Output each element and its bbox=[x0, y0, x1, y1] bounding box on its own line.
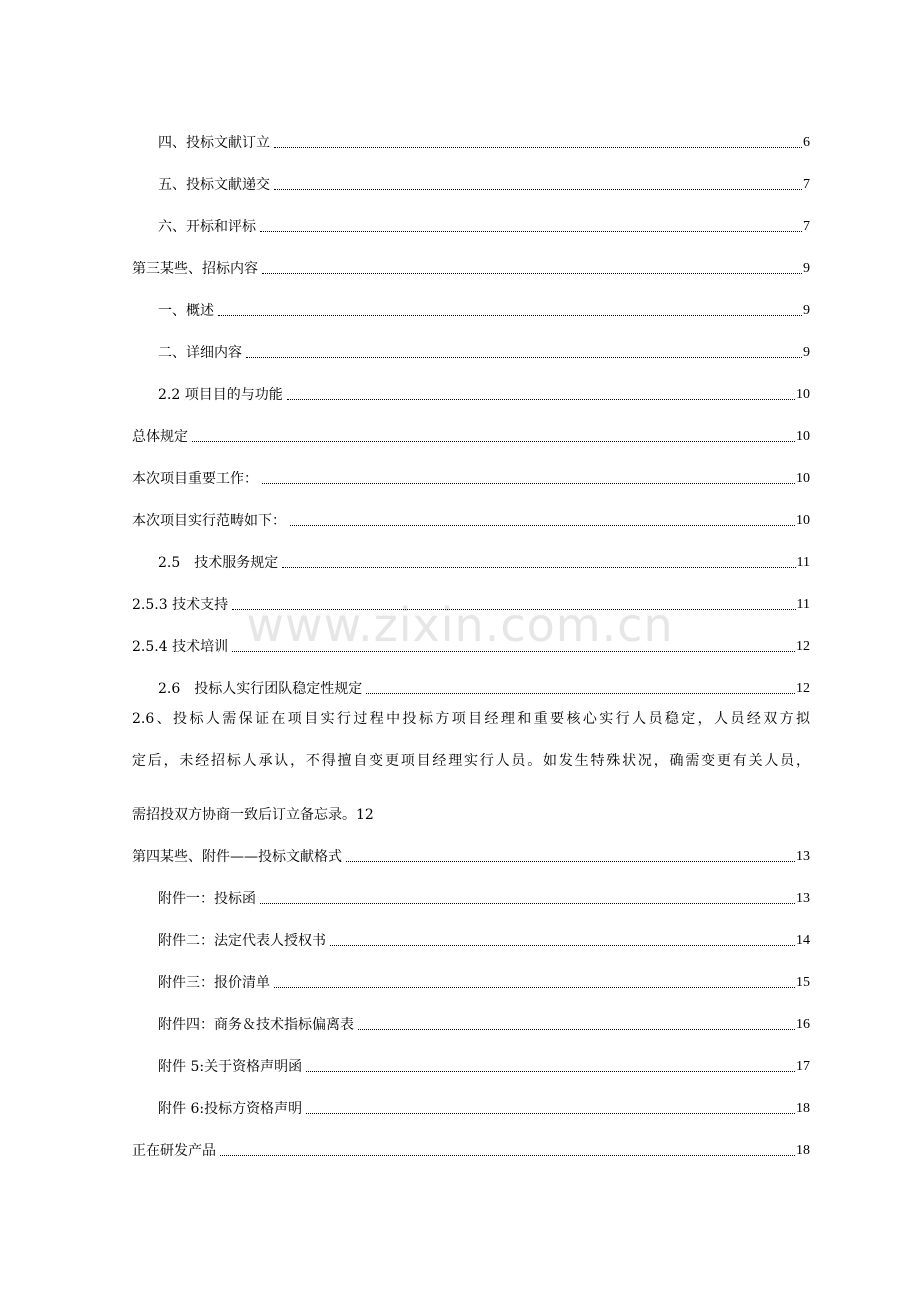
page-number: 12 bbox=[796, 681, 810, 696]
toc-entry[interactable] bbox=[132, 824, 810, 866]
dot-leader bbox=[366, 692, 795, 694]
dot-leader bbox=[232, 608, 795, 610]
toc-entry-title: 五、投标文献递交 bbox=[158, 177, 270, 193]
page-number: 7 bbox=[803, 219, 810, 234]
table-of-contents bbox=[132, 110, 810, 1160]
page-number: 13 bbox=[796, 849, 810, 864]
page-number: 18 bbox=[796, 1101, 810, 1116]
toc-entry-title: 二、详细内容 bbox=[158, 345, 242, 361]
toc-entry-title: 第三某些、招标内容 bbox=[132, 261, 258, 277]
page-number: 11 bbox=[796, 597, 810, 612]
toc-entry-title: 附件一：投标函 bbox=[158, 891, 256, 907]
dot-leader bbox=[306, 1112, 795, 1114]
toc-entry[interactable] bbox=[132, 572, 810, 614]
toc-entry-title: 总体规定 bbox=[132, 429, 188, 445]
page-number: 10 bbox=[796, 387, 810, 402]
page-number: 7 bbox=[803, 177, 810, 192]
toc-entry[interactable] bbox=[132, 1076, 810, 1118]
toc-entry-title: 附件三：报价清单 bbox=[158, 975, 270, 991]
toc-entry-title: 第四某些、附件——投标文献格式 bbox=[132, 849, 342, 865]
dot-leader bbox=[282, 566, 795, 568]
toc-entry[interactable] bbox=[132, 1118, 810, 1160]
dot-leader bbox=[330, 944, 795, 946]
toc-entry-title: 正在研发产品 bbox=[132, 1143, 216, 1159]
toc-entry-title: 2.6 投标人实行团队稳定性规定 bbox=[158, 681, 363, 697]
page-number: 10 bbox=[796, 471, 810, 486]
dot-leader bbox=[306, 1070, 795, 1072]
page-number: 15 bbox=[796, 975, 810, 990]
dot-leader bbox=[218, 314, 802, 316]
dot-leader bbox=[346, 860, 795, 862]
page-number: 18 bbox=[796, 1143, 810, 1158]
page-number: 13 bbox=[796, 891, 810, 906]
toc-entry[interactable] bbox=[132, 488, 810, 530]
toc-entry-title: 本次项目实行范畴如下： bbox=[132, 513, 286, 529]
dot-leader bbox=[220, 1154, 795, 1156]
toc-entry-title: 六、开标和评标 bbox=[158, 219, 256, 235]
toc-entry-title: 2.5.4 技术培训 bbox=[132, 639, 229, 655]
toc-entry[interactable] bbox=[132, 866, 810, 908]
dot-leader bbox=[192, 440, 795, 442]
toc-entry-title: 一、概述 bbox=[158, 303, 214, 319]
toc-entry[interactable] bbox=[132, 320, 810, 362]
dot-leader bbox=[274, 188, 802, 190]
page-number: 10 bbox=[796, 429, 810, 444]
dot-leader bbox=[358, 1028, 795, 1030]
dot-leader bbox=[274, 986, 795, 988]
page-number: 9 bbox=[803, 303, 810, 318]
toc-entry-title: 附件四：商务＆技术指标偏离表 bbox=[158, 1017, 354, 1033]
page-number: 10 bbox=[796, 513, 810, 528]
toc-entry-title: 2.5 技术服务规定 bbox=[158, 555, 279, 571]
page-number: 17 bbox=[796, 1059, 810, 1074]
toc-entry[interactable] bbox=[132, 152, 810, 194]
dot-leader bbox=[260, 230, 802, 232]
paragraph-line-3: 需招投双方协商一致后订立备忘录。 bbox=[132, 807, 356, 823]
toc-entry[interactable] bbox=[132, 614, 810, 656]
dot-leader bbox=[260, 902, 795, 904]
toc-entry[interactable] bbox=[132, 992, 810, 1034]
watermark: www.zixin.com.cn bbox=[246, 598, 674, 652]
toc-entry[interactable] bbox=[132, 908, 810, 950]
toc-entry-title: 四、投标文献订立 bbox=[158, 135, 270, 151]
toc-entry[interactable] bbox=[132, 362, 810, 404]
dot-leader bbox=[262, 272, 802, 274]
toc-entry[interactable] bbox=[132, 446, 810, 488]
toc-entry-title: 附件二：法定代表人授权书 bbox=[158, 933, 326, 949]
toc-entry[interactable] bbox=[132, 236, 810, 278]
page-number: 12 bbox=[796, 639, 810, 654]
dot-leader bbox=[287, 398, 795, 400]
page-number: 6 bbox=[803, 135, 810, 150]
toc-entry-title: 附件 6:投标方资格声明 bbox=[158, 1101, 303, 1117]
toc-entry[interactable] bbox=[132, 278, 810, 320]
page-number: 16 bbox=[796, 1017, 810, 1032]
toc-entry-title: 2.2 项目目的与功能 bbox=[158, 387, 283, 403]
dot-leader bbox=[274, 146, 802, 148]
toc-entry[interactable] bbox=[132, 530, 810, 572]
paragraph-line-1: 2.6、投标人需保证在项目实行过程中投标方项目经理和重要核心实行人员稳定，人员经双方拟 bbox=[132, 711, 810, 727]
dot-leader bbox=[290, 524, 795, 526]
page-number: 14 bbox=[796, 933, 810, 948]
toc-entry[interactable] bbox=[132, 110, 810, 152]
dot-leader bbox=[246, 356, 802, 358]
dot-leader bbox=[262, 482, 795, 484]
page-number: 12 bbox=[356, 807, 374, 823]
page-number: 11 bbox=[796, 555, 810, 570]
toc-entry[interactable] bbox=[132, 950, 810, 992]
toc-entry-title: 2.5.3 技术支持 bbox=[132, 597, 229, 613]
paragraph-line-2: 定后，未经招标人承认，不得擅自变更项目经理实行人员。如发生特殊状况，确需变更有关人员， bbox=[132, 753, 810, 769]
toc-entry[interactable] bbox=[132, 404, 810, 446]
toc-entry[interactable] bbox=[132, 656, 810, 698]
toc-entry-title: 本次项目重要工作： bbox=[132, 471, 258, 487]
dot-leader bbox=[232, 650, 795, 652]
toc-paragraph-entry[interactable] bbox=[132, 698, 810, 824]
page-number: 9 bbox=[803, 345, 810, 360]
toc-entry-title: 附件 5:关于资格声明函 bbox=[158, 1059, 303, 1075]
page-number: 9 bbox=[803, 261, 810, 276]
toc-entry[interactable] bbox=[132, 194, 810, 236]
toc-entry[interactable] bbox=[132, 1034, 810, 1076]
